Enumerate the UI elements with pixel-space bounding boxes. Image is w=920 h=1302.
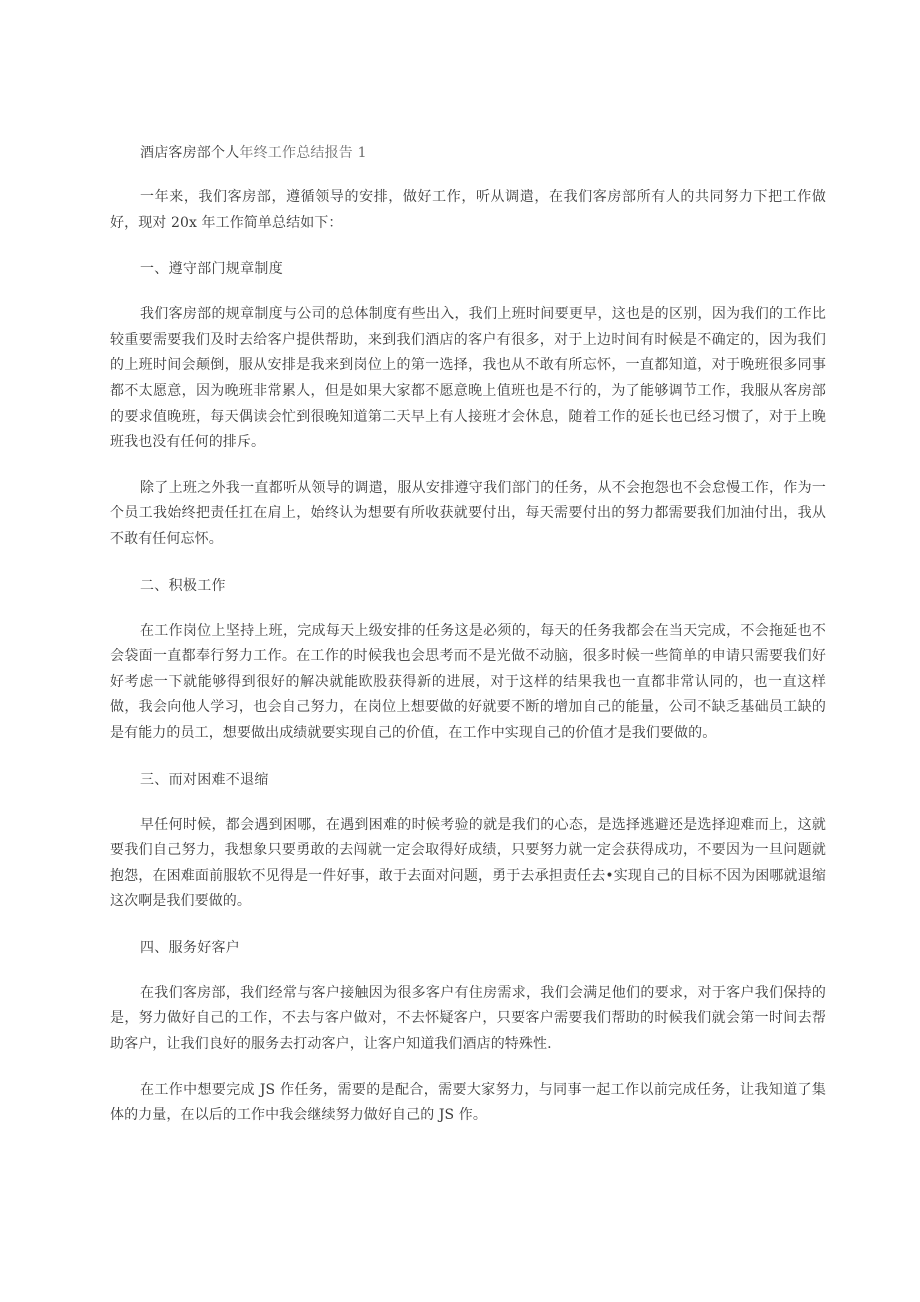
section-heading-4: 四、服务好客户 — [140, 939, 241, 956]
document-title — [110, 140, 826, 166]
section-1-paragraph-2: 除了上班之外我一直都听从领导的调遣，服从安排遵守我们部门的任务，从不会抱怨也不会怠慢工作，作为一个员工我始终把责任扛在肩上，始终认为想要有所收获就要付出，每天需要付出的努力都需要我们加油付出，我从不敢有任何忘怀。 — [110, 479, 826, 547]
section-heading-3: 三、而对困难不退缩 — [140, 771, 269, 788]
title-prefix: 酒店客房部个人 — [140, 145, 240, 161]
section-1-paragraph-1: 我们客房部的规章制度与公司的总体制度有些出入，我们上班时间要更早，这也是的区别，因为我们的工作比较重要需要我们及时去给客户提供帮助，来到我们酒店的客户有很多，对于上边时间有时候是不确定的，因为我们的上班时间会颠倒，服从安排是我来到岗位上的第一选择，我也从不敢有所忘怀，一直都知道，对于晚班很多同事都不太愿意，因为晚班非常累人，但是如果大家都不愿意晚上值班也是不行的，为了能够调节工作，我服从客房部的要求值晚班，每天偶读会忙到很晚知道第二天早上有人接班才会休息，随着工作的延长也已经习惯了，对于上晚班我也没有任何的排斥。 — [110, 306, 826, 451]
section-3-paragraph-1: 早任何时候，都会遇到困哪，在遇到困难的时候考验的就是我们的心态，是选择逃避还是选择迎难而上，这就要我们自己努力，我想象只要勇敢的去闯就一定会取得好成绩，只要努力就一定会获得成功，不要因为一旦问题就抱怨，在困难面前服软不见得是一件好事，敢于去面对问题，勇于去承担责任去•实现自己的目标不因为困哪就退缩这次啊是我们要做的。 — [110, 816, 826, 910]
title-highlight: 年终工作总结报告 1 — [239, 145, 367, 161]
document-body — [110, 140, 826, 1149]
section-2-paragraph-1: 在工作岗位上坚持上班，完成每天上级安排的任务这是必须的，每天的任务我都会在当天完成，不会拖延也不会袋面一直都奉行努力工作。在工作的时候我也会思考而不是光做不动脑，很多时候一些简单的申请只需要我们好好考虑一下就能够得到很好的解决就能欧股获得新的进展，对于这样的结果我也一直都非常认同的，也一直这样做，我会向他人学习，也会自己努力，在岗位上想要做的好就要不断的增加自己的能量，公司不缺乏基础员工缺的是有能力的员工，想要做出成绩就要实现自己的价值，在工作中实现自己的价值才是我们要做的。 — [110, 622, 826, 741]
section-4-paragraph-2: 在工作中想要完成 JS 作任务，需要的是配合，需要大家努力，与同事一起工作以前完成任务，让我知道了集体的力量，在以后的工作中我会继续努力做好自己的 JS 作。 — [110, 1081, 826, 1124]
section-heading-2: 二、积极工作 — [140, 577, 226, 594]
section-heading-1: 一、遵守部门规章制度 — [140, 261, 283, 278]
section-4-paragraph-1: 在我们客房部，我们经常与客户接触因为很多客户有住房需求，我们会满足他们的要求，对于客户我们保持的是，努力做好自己的工作，不去与客户做对，不去怀疑客户，只要客户需要我们帮助的时候我们就会第一时间去帮助客户，让我们良好的服务去打动客户，让客户知道我们酒店的特殊性. — [110, 984, 826, 1053]
intro-paragraph: 一年来，我们客房部，遵循领导的安排，做好工作，听从调遣，在我们客房部所有人的共同努力下把工作做好，现对 20x 年工作简单总结如下： — [110, 189, 826, 231]
